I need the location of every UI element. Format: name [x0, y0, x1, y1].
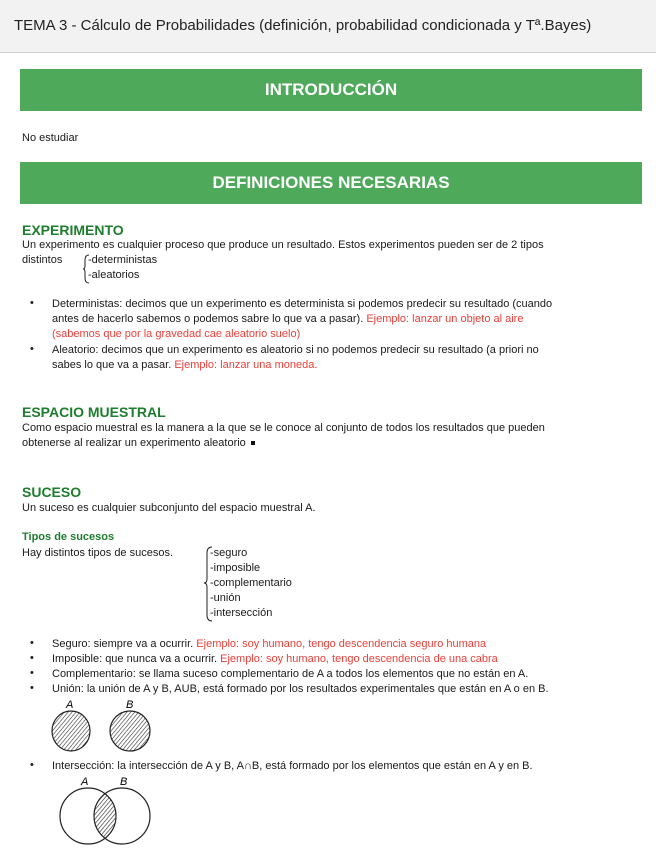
deterministas-line-1: Deterministas: decimos que un experimento es determinista si podemos predecir su resultado (cuando: [52, 298, 553, 310]
suceso-line-1: Un suceso es cualquier subconjunto del espacio muestral A.: [22, 502, 316, 514]
union-circle-a: [52, 711, 90, 751]
tipo-3: -complementario: [210, 577, 292, 589]
interseccion-item: Intersección: la intersección de A y B, A∩B, está formado por los elementos que están en A y en B.: [52, 760, 533, 772]
tipo-4: -unión: [210, 592, 241, 604]
bullet-dot: •: [30, 637, 34, 649]
tipo-1: -seguro: [210, 547, 248, 559]
bullet-dot: •: [30, 343, 34, 355]
experimento-type-2: -aleatorios: [88, 269, 140, 281]
bullet-dot: •: [30, 759, 34, 771]
experimento-line-1: Un experimento es cualquier proceso que produce un resultado. Estos experimentos pueden ser de 2 tipos: [22, 239, 544, 251]
union-diagram: [46, 696, 156, 756]
suceso-heading: SUCESO: [22, 484, 82, 500]
aleatorio-line-1: Aleatorio: decimos que un experimento es aleatorio si no podemos predecir su resultado (a priori no: [52, 344, 539, 356]
union-label-b: B: [126, 699, 134, 711]
union-label-a: A: [66, 699, 74, 711]
bullet-dot: •: [30, 652, 34, 664]
intersection-label-a: A: [81, 776, 89, 788]
imposible-item: Imposible: que nunca va a ocurrir. Ejemplo: soy humano, tengo descendencia de una cabra: [52, 653, 498, 665]
complementario-item: Complementario: se llama suceso complementario de A a todos los elementos que no están en A.: [52, 668, 529, 680]
seguro-item: Seguro: siempre va a ocurrir. Ejemplo: soy humano, tengo descendencia seguro humana: [52, 638, 487, 650]
document-title: TEMA 3 - Cálculo de Probabilidades (definición, probabilidad condicionada y Tª.Bayes): [14, 17, 592, 34]
union-item: Unión: la unión de A y B, AUB, está formado por los resultados experimentales que están en A o en B.: [52, 683, 549, 695]
espacio-line-2: obtenerse al realizar un experimento aleatorio: [22, 436, 255, 451]
espacio-heading: ESPACIO MUESTRAL: [22, 404, 166, 420]
tipos-sucesos-heading: Tipos de sucesos: [22, 531, 115, 543]
tipos-sucesos-intro: Hay distintos tipos de sucesos.: [22, 547, 174, 559]
bullet-dot: •: [30, 297, 34, 309]
intersection-diagram: [54, 774, 164, 846]
aleatorio-line-2: sabes lo que va a pasar. Ejemplo: lanzar una moneda.: [52, 359, 318, 371]
deterministas-line-3: (sabemos que por la gravedad cae aleatorio suelo): [52, 328, 301, 340]
cursor-mark: [251, 441, 255, 445]
experimento-line-2: distintos: [22, 254, 63, 266]
intersection-label-b: B: [120, 776, 128, 788]
espacio-line-1: Como espacio muestral es la manera a la que se le conoce al conjunto de todos los resultados que pueden: [22, 422, 545, 434]
experimento-heading: EXPERIMENTO: [22, 222, 124, 238]
tipo-5: -intersección: [210, 607, 273, 619]
deterministas-line-2: antes de hacerlo sabemos o podemos sabre lo que va a pasar). Ejemplo: lanzar un objeto al aire: [52, 313, 524, 325]
document-header: [0, 0, 656, 53]
experimento-type-1: -deterministas: [88, 254, 158, 266]
bullet-dot: •: [30, 682, 34, 694]
intro-text: No estudiar: [22, 132, 79, 144]
definitions-banner: DEFINICIONES NECESARIAS: [20, 162, 642, 204]
intro-banner: INTRODUCCIÓN: [20, 69, 642, 111]
tipo-2: -imposible: [210, 562, 261, 574]
union-circle-b: [110, 711, 150, 751]
bullet-dot: •: [30, 667, 34, 679]
